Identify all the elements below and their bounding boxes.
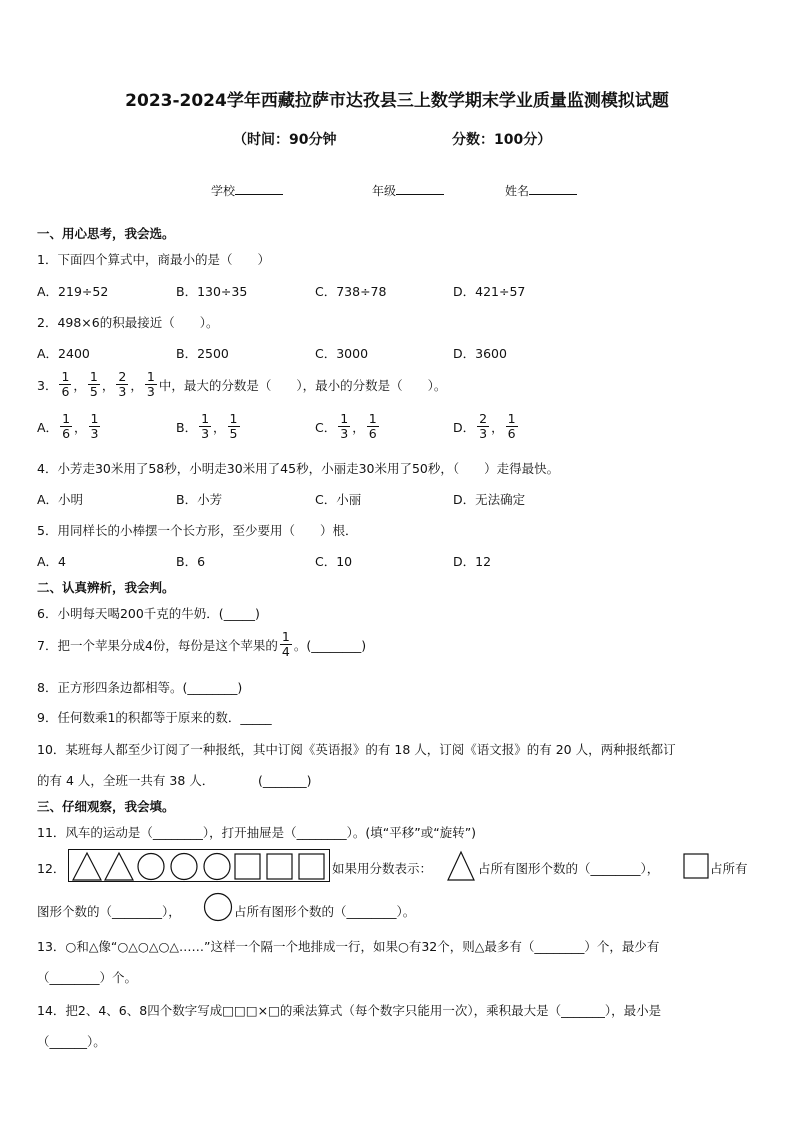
q3-frac2-num: 1 (89, 369, 98, 384)
separator: ， (352, 419, 365, 435)
q5-option-a[interactable]: A．4 (37, 554, 67, 569)
question-4: 4．小芳走30米用了58秒，小明走30米用了45秒，小丽走30米用了50秒，（ ）走得最快。 (37, 461, 560, 476)
grade-label: 年级 (372, 184, 397, 198)
q12-text-intro: 如果用分数表示： (332, 861, 433, 876)
option-label: B． (176, 419, 198, 435)
q3-option-b[interactable] (176, 412, 242, 441)
question-6: 6．小明每天喝200千克的牛奶．(_____) (37, 606, 260, 621)
separator: ， (73, 377, 86, 393)
question-1: 1．下面四个算式中，商最小的是（ ） (37, 252, 270, 267)
circle-shape (204, 854, 230, 880)
denominator: 3 (340, 426, 349, 441)
name-label: 姓名 (505, 184, 530, 198)
denominator: 6 (62, 426, 71, 441)
denominator: 3 (479, 426, 488, 441)
exam-score: 分数：100分） (452, 132, 552, 148)
fraction (506, 412, 518, 441)
q3-fraction-3 (116, 370, 128, 399)
shapes-row (68, 849, 330, 882)
triangle-icon (446, 850, 476, 882)
section-1-heading: 一、用心思考，我会选。 (37, 226, 175, 241)
q1-option-c[interactable]: C．738÷78 (315, 284, 387, 299)
grade-blank[interactable] (396, 182, 444, 195)
q3-frac4-den: 3 (146, 384, 155, 399)
q7-answer-blank[interactable]: 。(________) (293, 637, 367, 653)
numerator: 1 (229, 411, 238, 426)
circle-shape (138, 854, 164, 880)
q3-frac1-den: 6 (61, 384, 70, 399)
q5-option-d[interactable]: D．12 (453, 554, 492, 569)
q4-option-c[interactable]: C．小丽 (315, 492, 362, 507)
question-14-line-2: （______）。 (37, 1034, 106, 1049)
separator: ， (130, 377, 143, 393)
fraction (228, 412, 240, 441)
denominator: 3 (201, 426, 210, 441)
denominator: 5 (229, 426, 238, 441)
separator: ， (213, 419, 226, 435)
grade-field (372, 182, 444, 199)
option-label: A． (37, 419, 59, 435)
q12-line-2b: 占所有图形个数的（________）。 (234, 904, 416, 919)
separator: ， (491, 419, 504, 435)
q3-fraction-2 (88, 370, 100, 399)
q1-option-b[interactable]: B．130÷35 (176, 284, 248, 299)
separator: ， (101, 377, 115, 393)
exam-time: （时间：90分钟 (233, 132, 337, 148)
name-blank[interactable] (529, 182, 577, 195)
school-label: 学校 (211, 184, 236, 198)
question-10-line-1: 10．某班每人都至少订阅了一种报纸，其中订阅《英语报》的有 18 人，订阅《语文报》的有 20 人，两种报纸都订 (37, 742, 676, 757)
name-field (505, 182, 577, 199)
q3-fraction-4 (145, 370, 157, 399)
question-14-line-1: 14．把2、4、6、8四个数字写成□□□×□的乘法算式（每个数字只能用一次），乘积最大是（_______），最小是 (37, 1003, 662, 1018)
q7-fraction (280, 630, 292, 659)
square-shape (299, 854, 324, 879)
q3-frac3-den: 3 (118, 384, 127, 399)
q1-option-d[interactable]: D．421÷57 (453, 284, 526, 299)
question-5: 5．用同样长的小棒摆一个长方形，至少要用（ ）根． (37, 523, 358, 538)
q1-option-a[interactable]: A．219÷52 (37, 284, 109, 299)
numerator: 1 (340, 411, 349, 426)
q3-frac4-num: 1 (146, 369, 155, 384)
triangle-shape (105, 853, 133, 880)
q4-option-a[interactable]: A．小明 (37, 492, 84, 507)
section-2-heading: 二、认真辨析，我会判。 (37, 580, 175, 595)
numerator: 1 (90, 411, 99, 426)
denominator: 6 (368, 426, 377, 441)
question-11: 11．风车的运动是（________），打开抽屉是（________）。(填“平移”或“旋转”) (37, 825, 477, 840)
question-8: 8．正方形四条边都相等。(________) (37, 680, 243, 695)
q4-option-d[interactable]: D．无法确定 (453, 492, 526, 507)
shapes-figure (69, 850, 331, 883)
question-9: 9．任何数乘1的积都等于原来的数．_____ (37, 710, 272, 725)
q3-option-a[interactable] (37, 412, 102, 441)
q12-triangle-text: 占所有图形个数的（________）， (478, 861, 660, 876)
numerator: 1 (507, 411, 516, 426)
fraction (60, 412, 72, 441)
q4-option-b[interactable]: B．小芳 (176, 492, 223, 507)
q7-text: 7．把一个苹果分成4份，每份是这个苹果的 (37, 637, 278, 653)
question-3 (37, 370, 446, 399)
numerator: 1 (368, 411, 377, 426)
separator: ， (74, 419, 87, 435)
numerator: 1 (62, 411, 71, 426)
numerator: 1 (201, 411, 210, 426)
fraction (89, 412, 101, 441)
question-13-line-2: （________）个。 (37, 970, 138, 985)
numerator: 2 (479, 411, 488, 426)
fraction (199, 412, 211, 441)
page-title: 2023-2024学年西藏拉萨市达孜县三上数学期末学业质量监测模拟试题 (125, 91, 669, 111)
q5-option-c[interactable]: C．10 (315, 554, 353, 569)
q2-option-d[interactable]: D．3600 (453, 346, 507, 361)
school-field (211, 182, 283, 199)
option-label: C． (315, 419, 337, 435)
question-13-line-1: 13．○和△像“○△○△○△……”这样一个隔一个地排成一行，如果○有32个，则△最多有（________）个，最少有 (37, 939, 660, 954)
question-10-line-2: 的有 4 人，全班一共有 38 人． (_______) (37, 773, 312, 788)
square-icon (683, 853, 709, 879)
square-shape (267, 854, 292, 879)
q3-tail: 中，最大的分数是（ ），最小的分数是（ ）。 (158, 377, 447, 393)
q2-option-a[interactable]: A．2400 (37, 346, 90, 361)
school-blank[interactable] (235, 182, 283, 195)
question-7 (37, 630, 366, 659)
q3-option-c[interactable] (315, 412, 381, 441)
q3-option-d[interactable] (453, 412, 520, 441)
circle-icon (203, 892, 233, 922)
q12-line-2a: 图形个数的（________）， (37, 904, 181, 919)
q2-option-b[interactable]: B．2500 (176, 346, 229, 361)
option-label: D． (453, 419, 476, 435)
fraction (367, 412, 379, 441)
question-2: 2．498×6的积最接近（ ）。 (37, 315, 219, 330)
q3-frac1-num: 1 (61, 369, 70, 384)
fraction (338, 412, 350, 441)
denominator: 3 (90, 426, 99, 441)
q3-number: 3． (37, 377, 58, 393)
triangle-shape (73, 853, 101, 880)
denominator: 4 (281, 644, 290, 659)
fraction (477, 412, 489, 441)
circle-shape (171, 854, 197, 880)
square-shape (235, 854, 260, 879)
section-3-heading: 三、仔细观察，我会填。 (37, 799, 175, 814)
q2-option-c[interactable]: C．3000 (315, 346, 369, 361)
q3-frac3-num: 2 (118, 369, 127, 384)
numerator: 1 (281, 629, 290, 644)
q12-number: 12． (37, 861, 66, 876)
q3-frac2-den: 5 (89, 384, 98, 399)
denominator: 6 (507, 426, 516, 441)
q5-option-b[interactable]: B．6 (176, 554, 206, 569)
q3-fraction-1 (59, 370, 71, 399)
q12-square-text: 占所有 (710, 861, 748, 876)
